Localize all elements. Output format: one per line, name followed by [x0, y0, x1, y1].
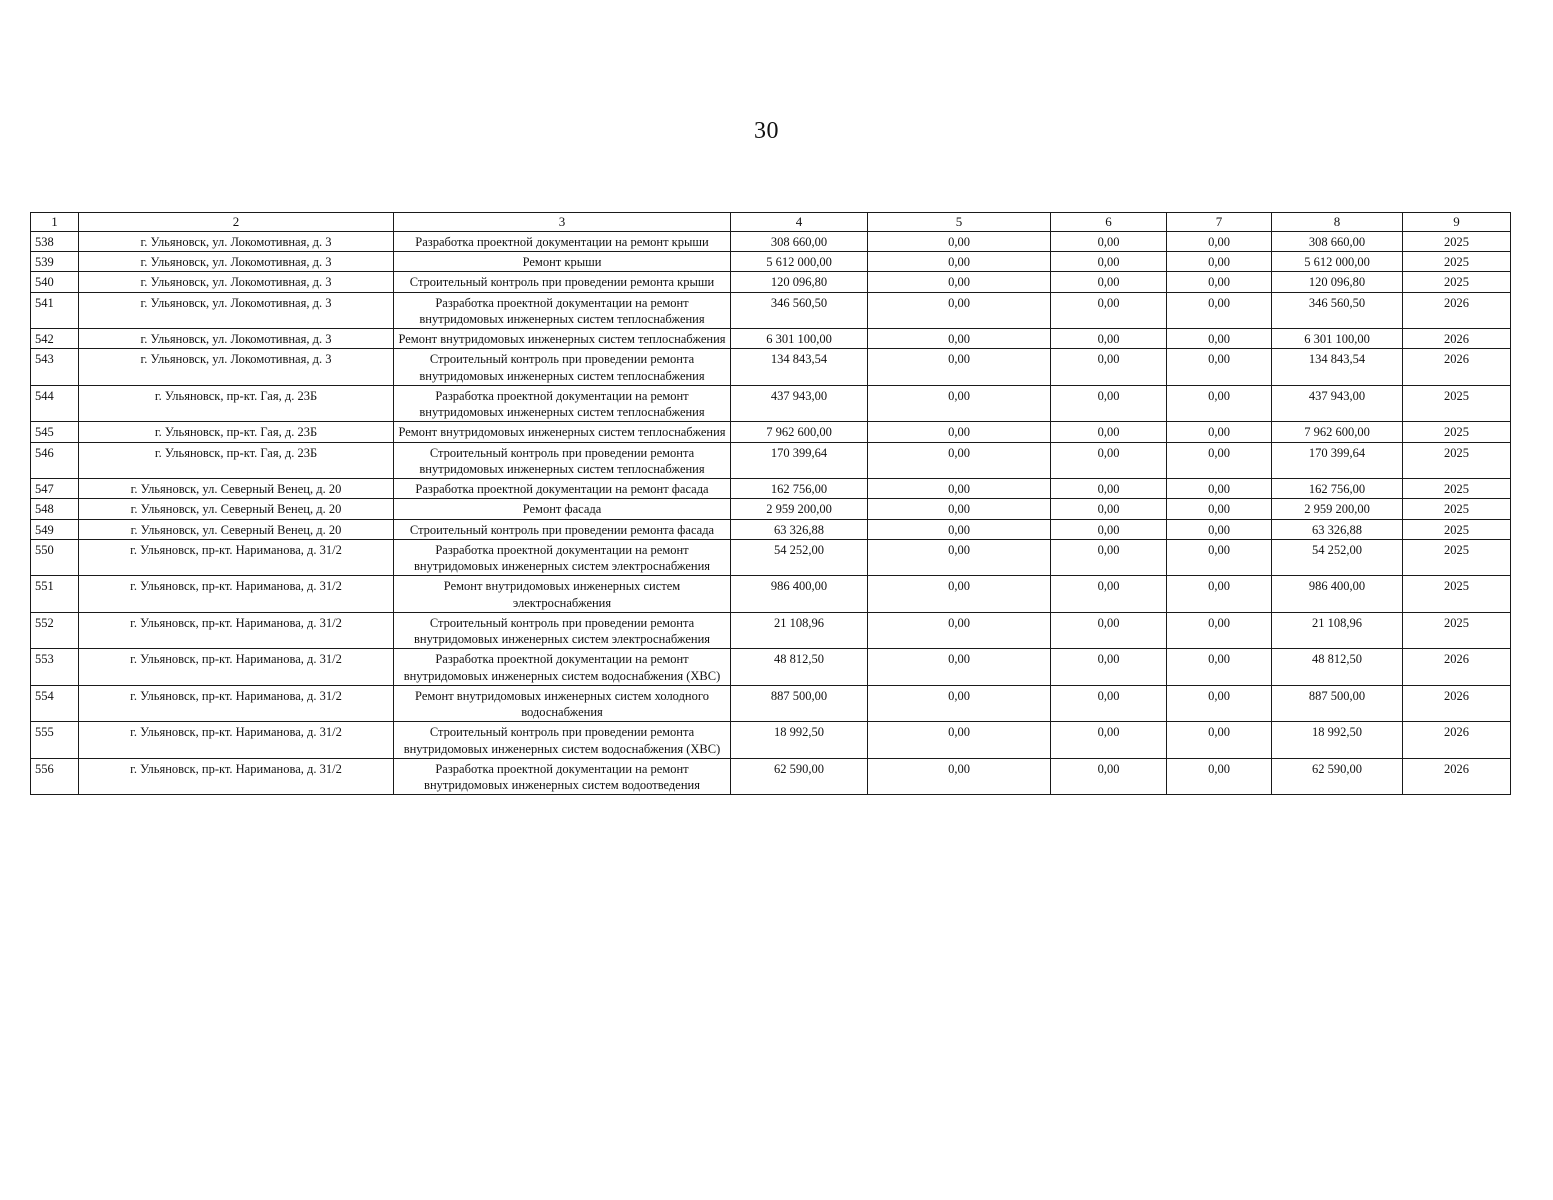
row-year: 2025 [1403, 272, 1511, 292]
row-col4-amount: 62 590,00 [731, 758, 868, 795]
row-work-type: Ремонт внутридомовых инженерных систем теплоснабжения [394, 422, 731, 442]
row-col7-amount: 0,00 [1167, 649, 1272, 686]
row-col5-amount: 0,00 [868, 612, 1051, 649]
row-col6-amount: 0,00 [1051, 576, 1167, 613]
row-col6-amount: 0,00 [1051, 758, 1167, 795]
row-col7-amount: 0,00 [1167, 422, 1272, 442]
row-work-type: Строительный контроль при проведении ремонта внутридомовых инженерных систем электроснабжения [394, 612, 731, 649]
row-col8-amount: 6 301 100,00 [1272, 329, 1403, 349]
row-address: г. Ульяновск, ул. Северный Венец, д. 20 [79, 479, 394, 499]
row-col6-amount: 0,00 [1051, 612, 1167, 649]
row-number: 555 [31, 722, 79, 759]
row-col5-amount: 0,00 [868, 272, 1051, 292]
row-col8-amount: 5 612 000,00 [1272, 252, 1403, 272]
row-col6-amount: 0,00 [1051, 685, 1167, 722]
row-address: г. Ульяновск, пр-кт. Нариманова, д. 31/2 [79, 649, 394, 686]
row-col7-amount: 0,00 [1167, 499, 1272, 519]
row-year: 2025 [1403, 422, 1511, 442]
row-col8-amount: 2 959 200,00 [1272, 499, 1403, 519]
row-col5-amount: 0,00 [868, 758, 1051, 795]
row-col4-amount: 308 660,00 [731, 231, 868, 251]
row-col7-amount: 0,00 [1167, 385, 1272, 422]
column-header-4: 4 [731, 213, 868, 232]
row-col7-amount: 0,00 [1167, 292, 1272, 329]
row-address: г. Ульяновск, пр-кт. Нариманова, д. 31/2 [79, 722, 394, 759]
row-number: 556 [31, 758, 79, 795]
row-year: 2026 [1403, 292, 1511, 329]
row-col5-amount: 0,00 [868, 479, 1051, 499]
row-col7-amount: 0,00 [1167, 479, 1272, 499]
table-row [31, 539, 1511, 576]
row-work-type: Строительный контроль при проведении ремонта внутридомовых инженерных систем водоснабжения (ХВС) [394, 722, 731, 759]
table-row [31, 272, 1511, 292]
row-address: г. Ульяновск, пр-кт. Нариманова, д. 31/2 [79, 685, 394, 722]
row-col4-amount: 887 500,00 [731, 685, 868, 722]
row-number: 548 [31, 499, 79, 519]
row-number: 554 [31, 685, 79, 722]
row-year: 2025 [1403, 479, 1511, 499]
row-col6-amount: 0,00 [1051, 649, 1167, 686]
row-col6-amount: 0,00 [1051, 231, 1167, 251]
table-row [31, 292, 1511, 329]
row-col7-amount: 0,00 [1167, 722, 1272, 759]
row-col5-amount: 0,00 [868, 442, 1051, 479]
table-row [31, 612, 1511, 649]
row-col6-amount: 0,00 [1051, 519, 1167, 539]
table-row [31, 479, 1511, 499]
row-col5-amount: 0,00 [868, 685, 1051, 722]
row-col4-amount: 21 108,96 [731, 612, 868, 649]
row-number: 546 [31, 442, 79, 479]
row-col8-amount: 7 962 600,00 [1272, 422, 1403, 442]
row-col7-amount: 0,00 [1167, 539, 1272, 576]
row-address: г. Ульяновск, ул. Северный Венец, д. 20 [79, 499, 394, 519]
row-col8-amount: 48 812,50 [1272, 649, 1403, 686]
row-address: г. Ульяновск, пр-кт. Нариманова, д. 31/2 [79, 576, 394, 613]
row-col6-amount: 0,00 [1051, 479, 1167, 499]
row-work-type: Ремонт фасада [394, 499, 731, 519]
row-address: г. Ульяновск, пр-кт. Гая, д. 23Б [79, 385, 394, 422]
row-col6-amount: 0,00 [1051, 349, 1167, 386]
row-number: 543 [31, 349, 79, 386]
row-number: 539 [31, 252, 79, 272]
row-address: г. Ульяновск, пр-кт. Гая, д. 23Б [79, 422, 394, 442]
column-header-5: 5 [868, 213, 1051, 232]
table-row [31, 499, 1511, 519]
row-year: 2025 [1403, 385, 1511, 422]
row-col8-amount: 162 756,00 [1272, 479, 1403, 499]
row-col4-amount: 437 943,00 [731, 385, 868, 422]
row-work-type: Строительный контроль при проведении ремонта крыши [394, 272, 731, 292]
row-col5-amount: 0,00 [868, 499, 1051, 519]
row-work-type: Разработка проектной документации на ремонт внутридомовых инженерных систем теплоснабжения [394, 385, 731, 422]
row-address: г. Ульяновск, пр-кт. Гая, д. 23Б [79, 442, 394, 479]
row-address: г. Ульяновск, ул. Локомотивная, д. 3 [79, 231, 394, 251]
row-col5-amount: 0,00 [868, 385, 1051, 422]
row-year: 2025 [1403, 499, 1511, 519]
row-year: 2025 [1403, 231, 1511, 251]
row-col5-amount: 0,00 [868, 349, 1051, 386]
row-year: 2025 [1403, 576, 1511, 613]
table-row [31, 519, 1511, 539]
column-header-1: 1 [31, 213, 79, 232]
row-col7-amount: 0,00 [1167, 612, 1272, 649]
row-col5-amount: 0,00 [868, 252, 1051, 272]
row-work-type: Строительный контроль при проведении ремонта внутридомовых инженерных систем теплоснабжения [394, 442, 731, 479]
row-col4-amount: 162 756,00 [731, 479, 868, 499]
row-year: 2025 [1403, 519, 1511, 539]
column-header-8: 8 [1272, 213, 1403, 232]
row-work-type: Ремонт внутридомовых инженерных систем электроснабжения [394, 576, 731, 613]
row-col8-amount: 308 660,00 [1272, 231, 1403, 251]
row-year: 2026 [1403, 758, 1511, 795]
row-col8-amount: 986 400,00 [1272, 576, 1403, 613]
column-number-header-row [31, 213, 1511, 232]
row-year: 2026 [1403, 329, 1511, 349]
row-year: 2025 [1403, 252, 1511, 272]
row-col6-amount: 0,00 [1051, 722, 1167, 759]
row-number: 549 [31, 519, 79, 539]
column-header-3: 3 [394, 213, 731, 232]
table-row [31, 422, 1511, 442]
row-year: 2025 [1403, 612, 1511, 649]
row-col8-amount: 63 326,88 [1272, 519, 1403, 539]
row-col5-amount: 0,00 [868, 519, 1051, 539]
row-col7-amount: 0,00 [1167, 329, 1272, 349]
column-header-2: 2 [79, 213, 394, 232]
row-work-type: Разработка проектной документации на ремонт внутридомовых инженерных систем теплоснабжения [394, 292, 731, 329]
row-col8-amount: 346 560,50 [1272, 292, 1403, 329]
row-col7-amount: 0,00 [1167, 272, 1272, 292]
row-col7-amount: 0,00 [1167, 349, 1272, 386]
row-col7-amount: 0,00 [1167, 758, 1272, 795]
column-header-7: 7 [1167, 213, 1272, 232]
table-body [31, 231, 1511, 795]
table-row [31, 685, 1511, 722]
row-col6-amount: 0,00 [1051, 252, 1167, 272]
table-row [31, 722, 1511, 759]
row-year: 2026 [1403, 722, 1511, 759]
table-row [31, 329, 1511, 349]
row-col4-amount: 6 301 100,00 [731, 329, 868, 349]
row-col8-amount: 134 843,54 [1272, 349, 1403, 386]
repair-program-table [30, 212, 1511, 795]
row-col4-amount: 48 812,50 [731, 649, 868, 686]
row-col4-amount: 54 252,00 [731, 539, 868, 576]
row-number: 541 [31, 292, 79, 329]
row-year: 2025 [1403, 442, 1511, 479]
row-col7-amount: 0,00 [1167, 442, 1272, 479]
row-work-type: Ремонт внутридомовых инженерных систем холодного водоснабжения [394, 685, 731, 722]
row-number: 550 [31, 539, 79, 576]
row-col4-amount: 120 096,80 [731, 272, 868, 292]
row-col4-amount: 18 992,50 [731, 722, 868, 759]
row-col4-amount: 63 326,88 [731, 519, 868, 539]
row-address: г. Ульяновск, ул. Локомотивная, д. 3 [79, 292, 394, 329]
row-col5-amount: 0,00 [868, 539, 1051, 576]
row-col8-amount: 170 399,64 [1272, 442, 1403, 479]
row-address: г. Ульяновск, ул. Северный Венец, д. 20 [79, 519, 394, 539]
row-col5-amount: 0,00 [868, 231, 1051, 251]
row-col7-amount: 0,00 [1167, 576, 1272, 613]
row-col8-amount: 437 943,00 [1272, 385, 1403, 422]
table-row [31, 252, 1511, 272]
row-col5-amount: 0,00 [868, 292, 1051, 329]
row-col7-amount: 0,00 [1167, 252, 1272, 272]
row-col4-amount: 170 399,64 [731, 442, 868, 479]
row-col8-amount: 62 590,00 [1272, 758, 1403, 795]
column-header-6: 6 [1051, 213, 1167, 232]
row-col6-amount: 0,00 [1051, 385, 1167, 422]
row-number: 538 [31, 231, 79, 251]
page-number: 30 [754, 118, 779, 144]
row-col4-amount: 346 560,50 [731, 292, 868, 329]
row-number: 544 [31, 385, 79, 422]
table-row [31, 349, 1511, 386]
row-work-type: Разработка проектной документации на ремонт внутридомовых инженерных систем водоотведения [394, 758, 731, 795]
row-col5-amount: 0,00 [868, 422, 1051, 442]
row-col4-amount: 134 843,54 [731, 349, 868, 386]
row-col8-amount: 54 252,00 [1272, 539, 1403, 576]
row-work-type: Ремонт внутридомовых инженерных систем теплоснабжения [394, 329, 731, 349]
row-col6-amount: 0,00 [1051, 422, 1167, 442]
row-address: г. Ульяновск, ул. Локомотивная, д. 3 [79, 252, 394, 272]
row-work-type: Строительный контроль при проведении ремонта внутридомовых инженерных систем теплоснабжения [394, 349, 731, 386]
row-col8-amount: 21 108,96 [1272, 612, 1403, 649]
row-col7-amount: 0,00 [1167, 685, 1272, 722]
row-address: г. Ульяновск, ул. Локомотивная, д. 3 [79, 272, 394, 292]
table-row [31, 758, 1511, 795]
row-number: 551 [31, 576, 79, 613]
table-row [31, 576, 1511, 613]
row-address: г. Ульяновск, пр-кт. Нариманова, д. 31/2 [79, 539, 394, 576]
row-number: 545 [31, 422, 79, 442]
row-year: 2026 [1403, 349, 1511, 386]
table-row [31, 649, 1511, 686]
row-col5-amount: 0,00 [868, 722, 1051, 759]
row-number: 552 [31, 612, 79, 649]
row-col8-amount: 120 096,80 [1272, 272, 1403, 292]
row-work-type: Разработка проектной документации на ремонт внутридомовых инженерных систем электроснабжения [394, 539, 731, 576]
row-col6-amount: 0,00 [1051, 329, 1167, 349]
row-address: г. Ульяновск, пр-кт. Нариманова, д. 31/2 [79, 612, 394, 649]
row-work-type: Разработка проектной документации на ремонт крыши [394, 231, 731, 251]
row-col8-amount: 887 500,00 [1272, 685, 1403, 722]
row-col8-amount: 18 992,50 [1272, 722, 1403, 759]
table-row [31, 385, 1511, 422]
row-address: г. Ульяновск, ул. Локомотивная, д. 3 [79, 329, 394, 349]
row-number: 547 [31, 479, 79, 499]
row-year: 2025 [1403, 539, 1511, 576]
row-col6-amount: 0,00 [1051, 539, 1167, 576]
row-work-type: Строительный контроль при проведении ремонта фасада [394, 519, 731, 539]
row-col7-amount: 0,00 [1167, 519, 1272, 539]
row-col6-amount: 0,00 [1051, 292, 1167, 329]
row-col7-amount: 0,00 [1167, 231, 1272, 251]
table-row [31, 231, 1511, 251]
row-col4-amount: 986 400,00 [731, 576, 868, 613]
table-row [31, 442, 1511, 479]
row-address: г. Ульяновск, пр-кт. Нариманова, д. 31/2 [79, 758, 394, 795]
row-col5-amount: 0,00 [868, 329, 1051, 349]
row-col4-amount: 7 962 600,00 [731, 422, 868, 442]
row-work-type: Разработка проектной документации на ремонт внутридомовых инженерных систем водоснабжения (ХВС) [394, 649, 731, 686]
row-number: 540 [31, 272, 79, 292]
row-col4-amount: 5 612 000,00 [731, 252, 868, 272]
row-col6-amount: 0,00 [1051, 272, 1167, 292]
column-header-9: 9 [1403, 213, 1511, 232]
row-col6-amount: 0,00 [1051, 499, 1167, 519]
row-work-type: Ремонт крыши [394, 252, 731, 272]
row-year: 2026 [1403, 649, 1511, 686]
row-col5-amount: 0,00 [868, 576, 1051, 613]
row-address: г. Ульяновск, ул. Локомотивная, д. 3 [79, 349, 394, 386]
row-col4-amount: 2 959 200,00 [731, 499, 868, 519]
row-number: 542 [31, 329, 79, 349]
row-col5-amount: 0,00 [868, 649, 1051, 686]
row-col6-amount: 0,00 [1051, 442, 1167, 479]
row-number: 553 [31, 649, 79, 686]
row-work-type: Разработка проектной документации на ремонт фасада [394, 479, 731, 499]
row-year: 2026 [1403, 685, 1511, 722]
